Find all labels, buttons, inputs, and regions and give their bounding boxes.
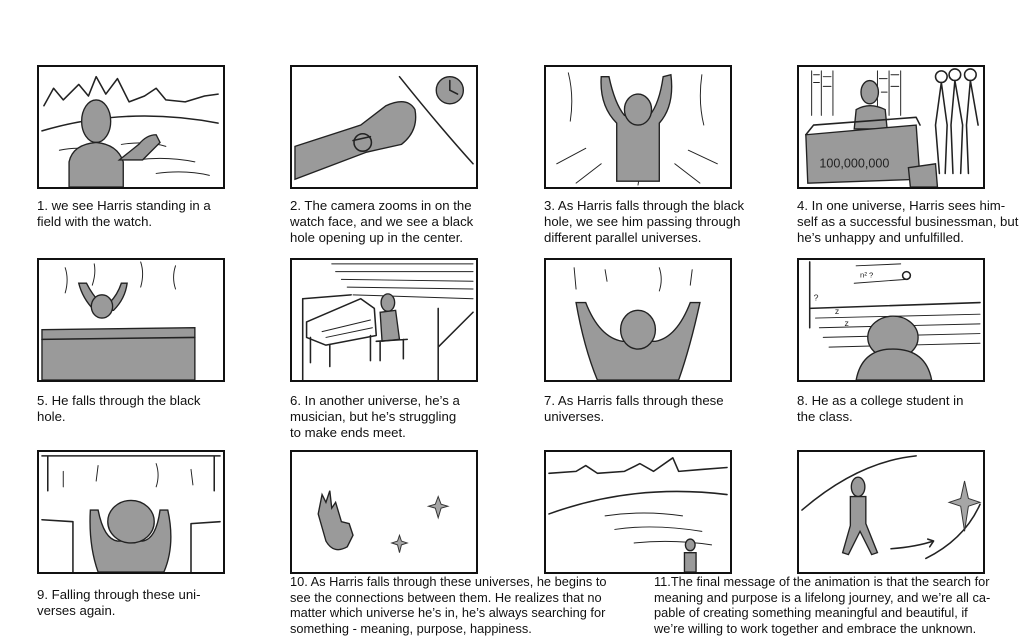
panel-6: [290, 258, 478, 382]
panel-12: [797, 450, 985, 574]
panel-4-sketch: [799, 67, 983, 187]
panel-8-caption: 8. He as a college student in the class.: [797, 393, 964, 424]
panel-6-caption: 6. In another universe, he’s a musician, but he’s struggling to make ends meet.: [290, 393, 460, 440]
panel-4-caption: 4. In one universe, Harris sees him- self as a successful businessman, but he’s unhappy and unfulfilled.: [797, 198, 1019, 245]
panel-7-caption: 7. As Harris falls through these universes.: [544, 393, 724, 424]
panel-8: [797, 258, 985, 382]
panel-9: [37, 450, 225, 574]
question-mark: ?: [813, 292, 819, 303]
panel-5: [37, 258, 225, 382]
panel-1-sketch: [39, 67, 223, 187]
panel-5-sketch: [39, 260, 223, 380]
panel-12-sketch: [799, 452, 983, 572]
panel-2-sketch: [292, 67, 476, 187]
panel-6-sketch: [292, 260, 476, 380]
panel-10-sketch: [292, 452, 476, 572]
panel-8-sketch: [799, 260, 983, 380]
panel-1-caption: 1. we see Harris standing in a field with the watch.: [37, 198, 211, 229]
panel-4: [797, 65, 985, 189]
panel-11-sketch: [546, 452, 730, 572]
panel-10-caption: 10. As Harris falls through these universes, he begins to see the connections between them. He realizes that no matter which universe he’s in, he’s always searching for something - meaning, purpose, happiness.: [290, 574, 607, 636]
panel-2: [290, 65, 478, 189]
panel-7: [544, 258, 732, 382]
desk-sign-text: 100,000,000: [819, 156, 890, 171]
panel-9-caption: 9. Falling through these uni- verses again.: [37, 587, 201, 618]
panel-3: [544, 65, 732, 189]
panel-3-caption: 3. As Harris falls through the black hole, we see him passing through different parallel universes.: [544, 198, 745, 245]
panel-2-caption: 2. The camera zooms in on the watch face, and we see a black hole opening up in the center.: [290, 198, 474, 245]
panel-3-sketch: [546, 67, 730, 187]
panel-9-sketch: [39, 452, 223, 572]
panel-11: [544, 450, 732, 574]
panel-5-caption: 5. He falls through the black hole.: [37, 393, 201, 424]
panel-10: [290, 450, 478, 574]
panel-1: [37, 65, 225, 189]
panel-11-caption: 11.The final message of the animation is that the search for meaning and purpose is a lifelong journey, and we’re all ca- pable of creating something meaningful and beautiful, if we’re willing to work together and embrace the unknown.: [654, 574, 991, 636]
blackboard-scribble-1: n² ?: [860, 270, 874, 280]
panel-7-sketch: [546, 260, 730, 380]
sleep-z-1: z: [834, 306, 840, 317]
sleep-z-2: z: [844, 317, 849, 328]
